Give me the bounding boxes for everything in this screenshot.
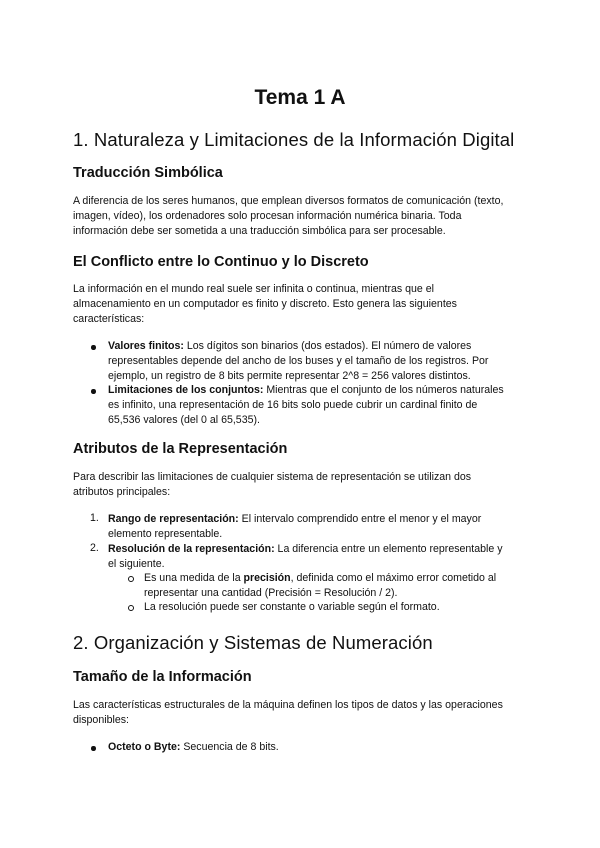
subheading-atributos: Atributos de la Representación <box>73 441 288 457</box>
paragraph-line: disponibles: <box>73 714 129 726</box>
list-item <box>108 339 471 354</box>
paragraph-line: imagen, vídeo), los ordenadores solo procesan información numérica binaria. Toda <box>73 210 462 222</box>
bullet-marker <box>91 389 96 394</box>
paragraph-line: A diferencia de los seres humanos, que emplean diversos formatos de comunicación (texto, <box>73 195 504 207</box>
paragraph-line: Para describir las limitaciones de cualquier sistema de representación se utilizan dos <box>73 471 472 483</box>
list-number: 1. <box>90 512 99 524</box>
list-item-text: Mientras que el conjunto de los números naturales <box>263 384 504 396</box>
list-item-label: Octeto o Byte: <box>108 741 181 753</box>
bullet-marker <box>91 746 96 751</box>
paragraph-line: Las características estructurales de la máquina definen los tipos de datos y las operaciones <box>73 699 503 711</box>
list-item-text: 65,536 valores (del 0 al 65,535). <box>108 414 260 426</box>
list-item-text: Los dígitos son binarios (dos estados). El número de valores <box>183 340 472 352</box>
sub-list-item-text: , definida como el máximo error cometido al <box>290 572 497 584</box>
list-item-label: Valores finitos: <box>108 340 184 352</box>
list-item-text: La diferencia entre un elemento representable y <box>274 543 503 555</box>
list-item-text: El intervalo comprendido entre el menor y el mayor <box>238 513 482 525</box>
sub-list-item-emphasis: precisión <box>243 572 291 584</box>
list-item <box>108 512 481 527</box>
section-heading-1: 1. Naturaleza y Limitaciones de la Información Digital <box>73 129 515 150</box>
list-number: 2. <box>90 542 99 554</box>
list-item-label: Resolución de la representación: <box>108 543 275 555</box>
list-item <box>108 740 279 755</box>
bullet-marker <box>91 345 96 350</box>
subheading-conflicto: El Conflicto entre lo Continuo y lo Discreto <box>73 254 369 270</box>
list-item-text: Secuencia de 8 bits. <box>180 741 279 753</box>
list-item-label: Limitaciones de los conjuntos: <box>108 384 264 396</box>
paragraph-line: información debe ser sometida a una traducción simbólica para ser procesable. <box>73 225 446 237</box>
list-item-label: Rango de representación: <box>108 513 239 525</box>
list-item <box>108 542 503 557</box>
list-item <box>108 383 504 398</box>
paragraph-line: almacenamiento en un computador es finito y discreto. Esto genera las siguientes <box>73 298 457 310</box>
sub-list-item <box>144 571 496 586</box>
list-item-text: es infinito, una representación de 16 bits solo puede cubrir un cardinal finito de <box>108 399 478 411</box>
section-heading-2: 2. Organización y Sistemas de Numeración <box>73 632 433 653</box>
sub-bullet-marker <box>128 576 134 582</box>
list-item-text: representables depende del ancho de los buses y el tamaño de los registros. Por <box>108 355 489 367</box>
paragraph-line: características: <box>73 313 145 325</box>
subheading-tamano: Tamaño de la Información <box>73 669 252 685</box>
list-item-text: elemento representable. <box>108 528 223 540</box>
paragraph-line: atributos principales: <box>73 486 171 498</box>
sub-list-item-text: La resolución puede ser constante o variable según el formato. <box>144 601 440 613</box>
sub-list-item-text: Es una medida de la <box>144 572 244 584</box>
document-title: Tema 1 A <box>254 86 346 109</box>
list-item-text: ejemplo, un registro de 8 bits permite representar 2^8 = 256 valores distintos. <box>108 370 471 382</box>
list-item-text: el siguiente. <box>108 558 165 570</box>
sub-list-item-text: representar una cantidad (Precisión = Resolución / 2). <box>144 587 398 599</box>
subheading-traduccion: Traducción Simbólica <box>73 165 223 181</box>
paragraph-line: La información en el mundo real suele ser infinita o continua, mientras que el <box>73 283 434 295</box>
sub-bullet-marker <box>128 605 134 611</box>
